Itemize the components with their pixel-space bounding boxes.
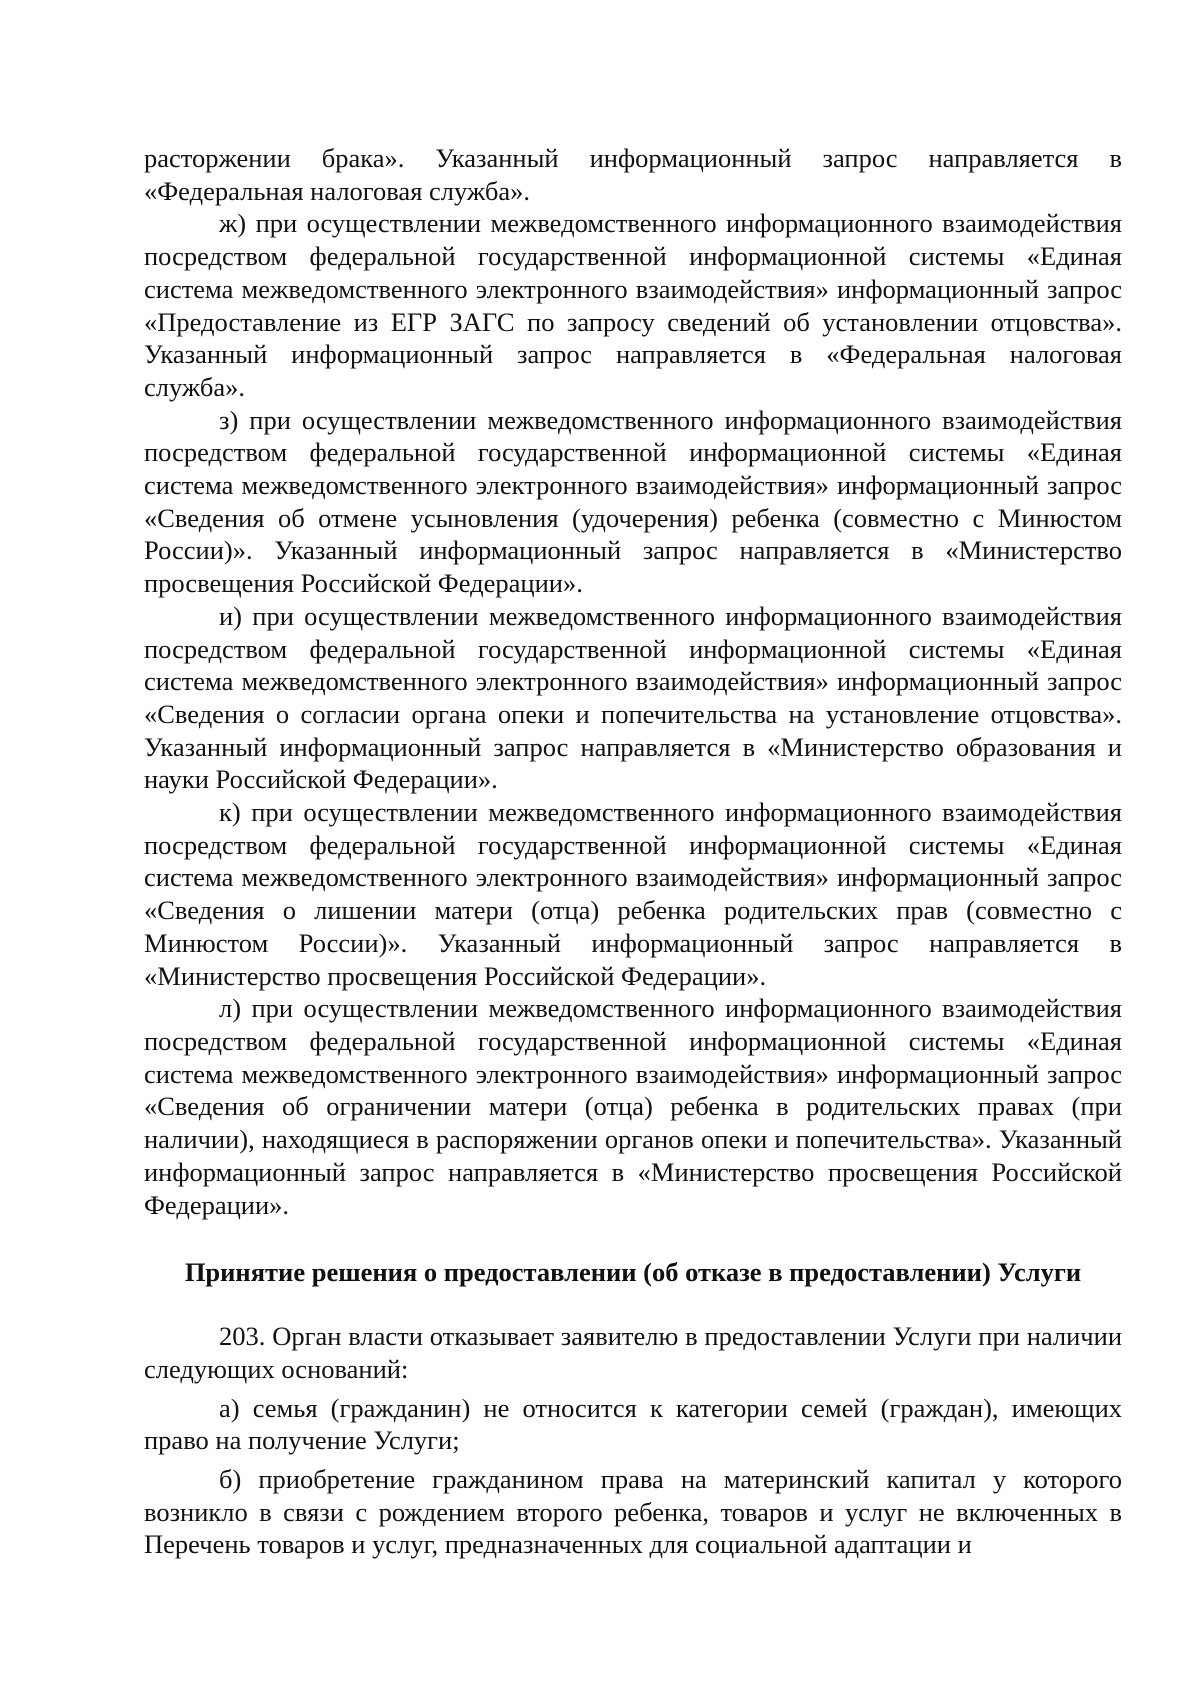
paragraph-item-i: и) при осуществлении межведомственного информационного взаимодействия посредством федеральной государственной информационной системы «Единая система межведомственного электронного взаимодействия» информационный запрос «Сведения о согласии органа опеки и попечительства на установление отцовства». Указанный информационный запрос направляется в «Министерство образования и науки Российской Федерации».: [144, 600, 1122, 795]
paragraph-item-l: л) при осуществлении межведомственного информационного взаимодействия посредством федеральной государственной информационной системы «Единая система межведомственного электронного взаимодействия» информационный запрос «Сведения об ограничении матери (отца) ребенка в родительских правах (при наличии), находящиеся в распоряжении органов опеки и попечительства». Указанный информационный запрос направляется в «Министерство просвещения Российской Федерации».: [144, 993, 1122, 1220]
paragraph-item-zh: ж) при осуществлении межведомственного информационного взаимодействия посредством федеральной государственной информационной системы «Единая система межведомственного электронного взаимодействия» информационный запрос «Предоставление из ЕГР ЗАГС по запросу сведений об установлении отцовства». Указанный информационный запрос направляется в «Федеральная налоговая служба».: [144, 208, 1122, 402]
document-body: [144, 142, 1122, 1561]
paragraph-continuation: расторжении брака». Указанный информационный запрос направляется в «Федеральная налоговая служба».: [144, 143, 1122, 206]
paragraph-item-z: з) при осуществлении межведомственного информационного взаимодействия посредством федеральной государственной информационной системы «Единая система межведомственного электронного взаимодействия» информационный запрос «Сведения об отмене усыновления (удочерения) ребенка (совместно с Минюстом России)». Указанный информационный запрос направляется в «Министерство просвещения Российской Федерации».: [144, 404, 1122, 599]
paragraph-203: 203. Орган власти отказывает заявителю в предоставлении Услуги при наличии следующих оснований:: [144, 1321, 1122, 1384]
section-heading: Принятие решения о предоставлении (об отказе в предоставлении) Услуги: [184, 1257, 1082, 1288]
paragraph-item-a: а) семья (гражданин) не относится к категории семей (граждан), имеющих право на получение Услуги;: [144, 1392, 1122, 1456]
paragraph-item-b: б) приобретение гражданином права на материнский капитал у которого возникло в связи с рождением второго ребенка, товаров и услуг не включенных в Перечень товаров и услуг, предназначенных для социальной адаптации и: [144, 1464, 1122, 1560]
paragraph-item-k: к) при осуществлении межведомственного информационного взаимодействия посредством федеральной государственной информационной системы «Единая система межведомственного электронного взаимодействия» информационный запрос «Сведения о лишении матери (отца) ребенка родительских прав (совместно с Минюстом России)». Указанный информационный запрос направляется в «Министерство просвещения Российской Федерации».: [144, 797, 1122, 991]
